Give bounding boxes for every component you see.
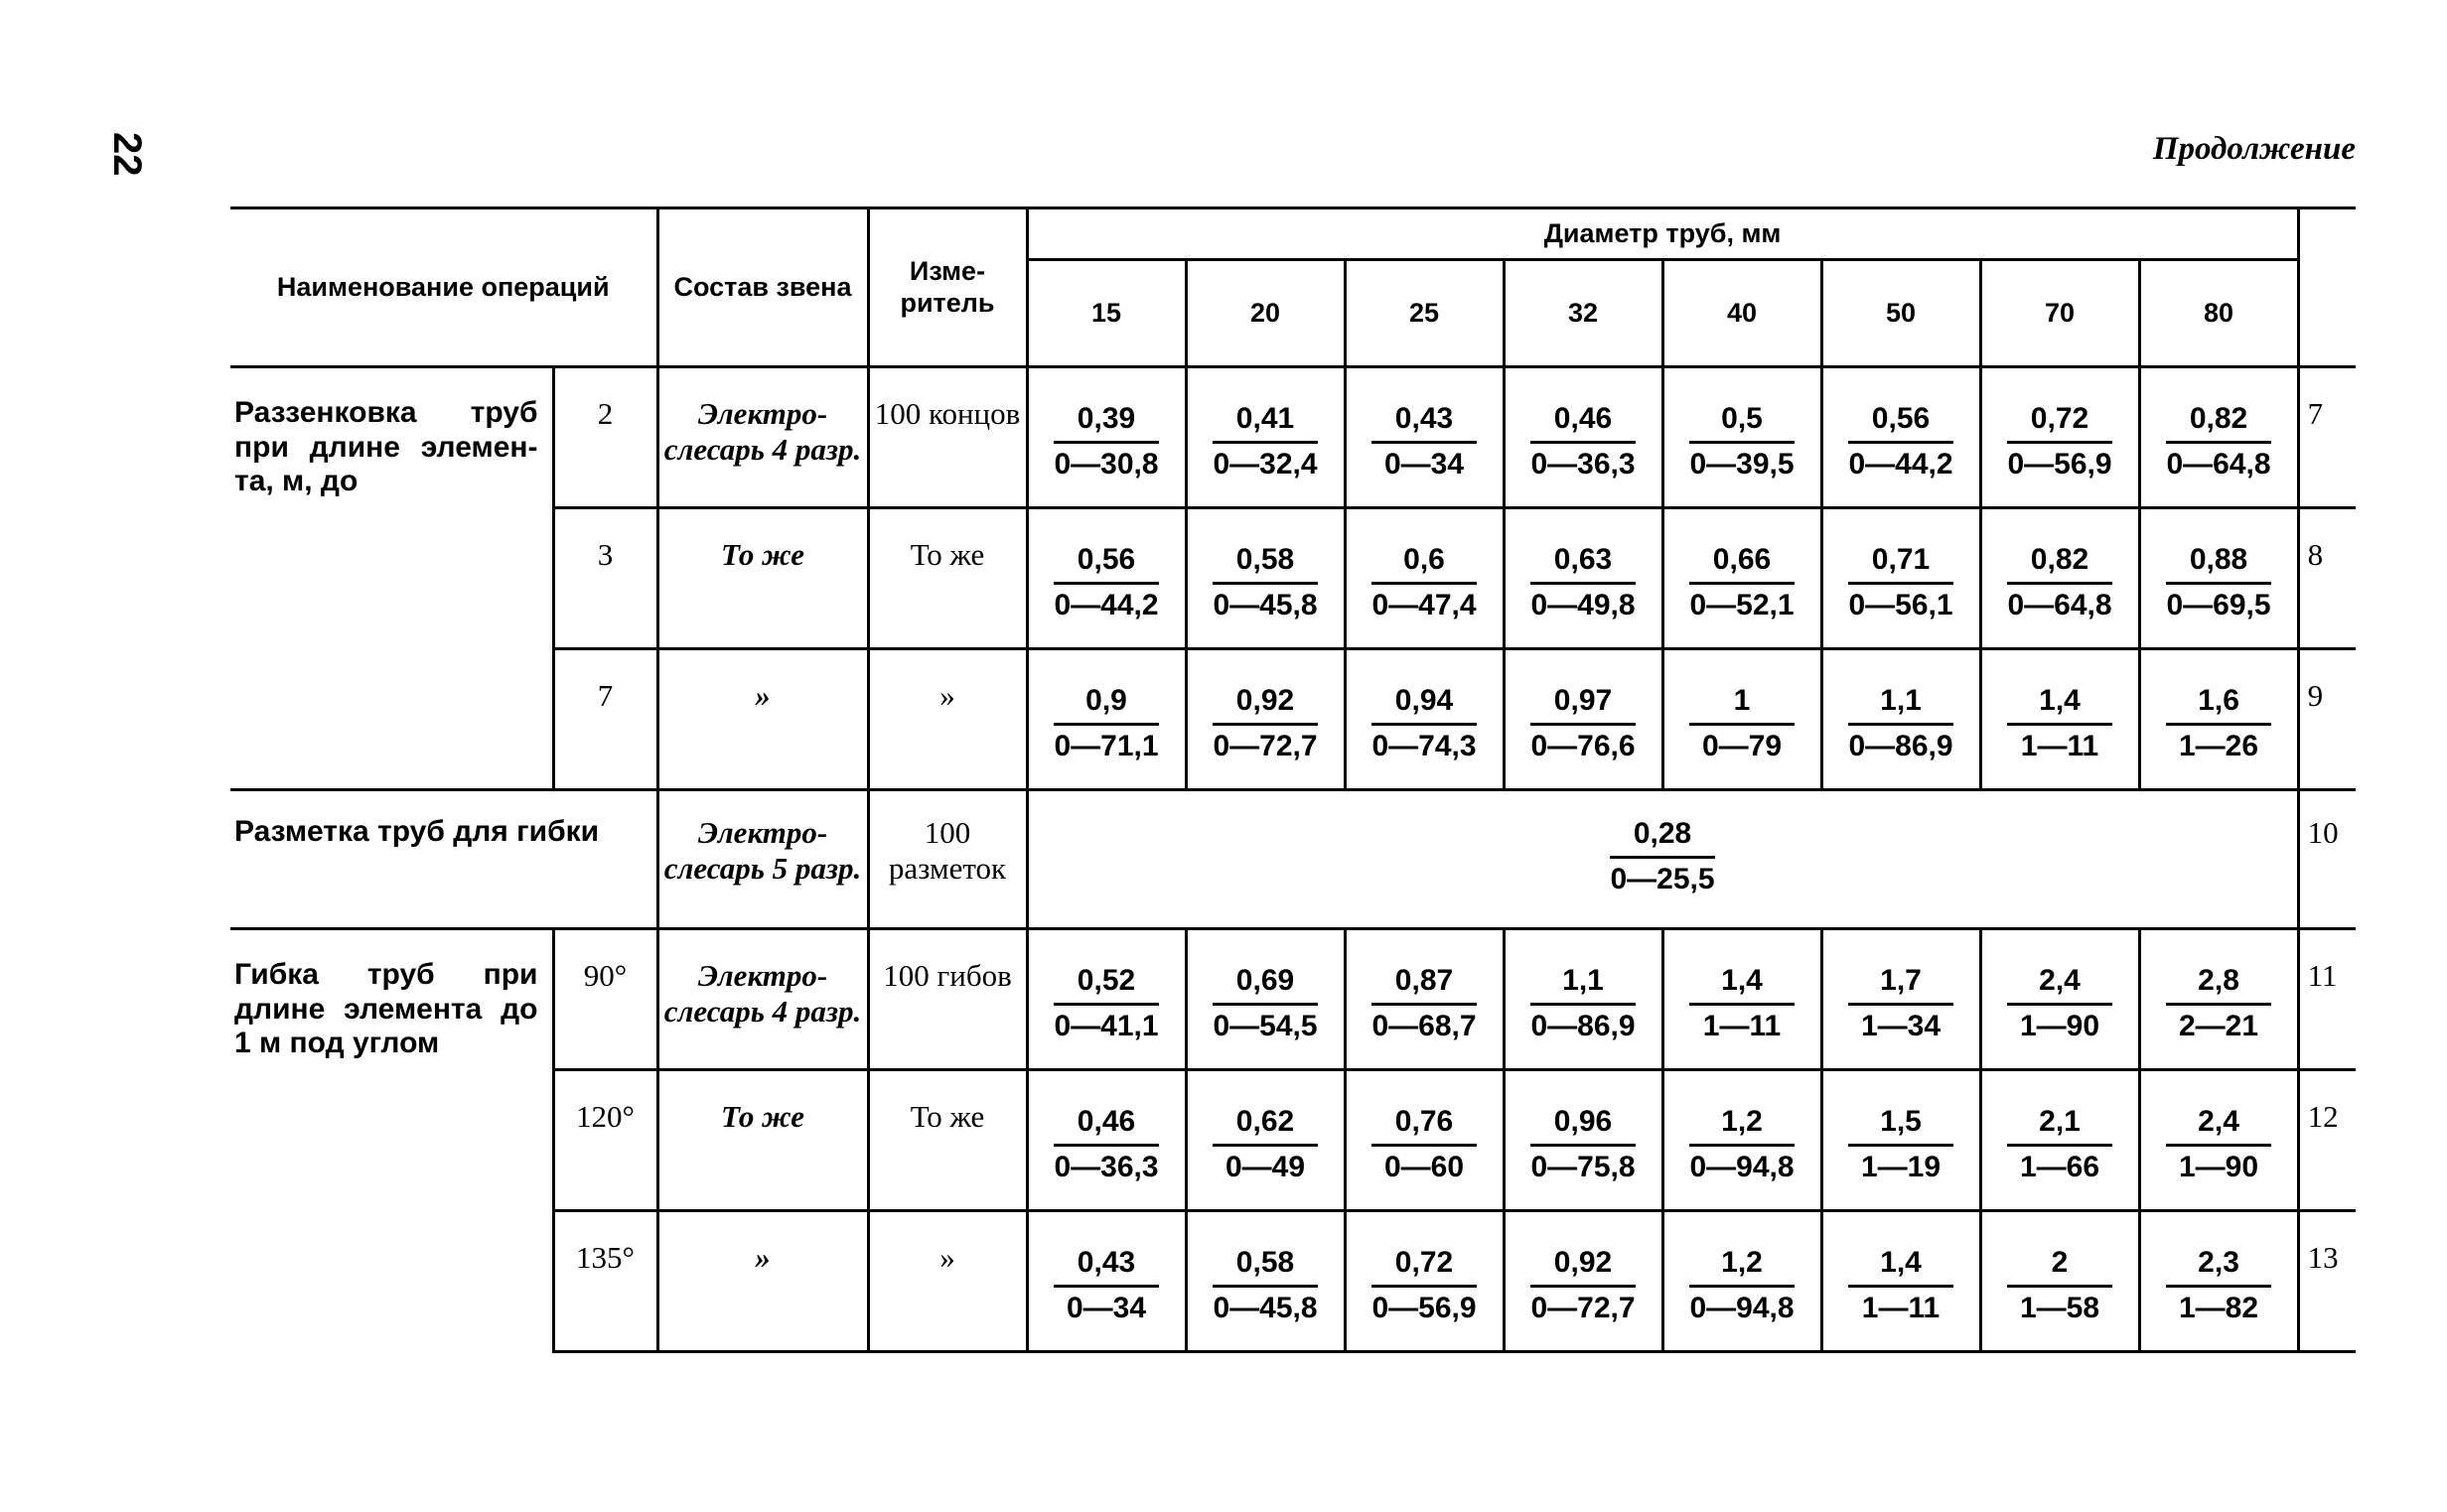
value-numerator: 0,43 — [1054, 1246, 1159, 1288]
operation-name: Разметка труб для гибки — [230, 790, 657, 929]
norm-value-cell — [1186, 1211, 1345, 1352]
value-numerator: 0,82 — [2007, 543, 2112, 585]
norm-value-cell — [1186, 1070, 1345, 1211]
norm-value-cell — [1186, 508, 1345, 649]
value-numerator: 0,92 — [1530, 1246, 1636, 1288]
value-numerator: 0,66 — [1689, 543, 1795, 585]
norm-value-cell — [1504, 649, 1662, 790]
norm-value-cell — [1027, 790, 2298, 929]
norm-value-cell — [1027, 929, 1186, 1070]
norm-value-cell — [1027, 1070, 1186, 1211]
row-number: 9 — [2298, 649, 2356, 790]
crew-cell: То же — [657, 508, 868, 649]
operation-mark: 7 — [553, 649, 657, 790]
norm-value-cell — [1345, 508, 1504, 649]
value-denominator: 1—11 — [1861, 1291, 1941, 1324]
value-numerator: 0,72 — [1371, 1246, 1477, 1288]
norm-value-cell — [1186, 649, 1345, 790]
value-numerator: 0,58 — [1213, 1246, 1318, 1288]
value-denominator: 1—90 — [2179, 1150, 2259, 1183]
unit-cell: То же — [868, 1070, 1027, 1211]
norm-value-cell — [1821, 1070, 1980, 1211]
value-numerator: 1,7 — [1848, 964, 1953, 1006]
value-numerator: 1,1 — [1848, 684, 1953, 726]
norm-value-cell — [1662, 1070, 1821, 1211]
value-denominator: 1—90 — [2019, 1009, 2100, 1042]
value-denominator: 0—44,2 — [1054, 588, 1159, 621]
header-diameter-5: 50 — [1821, 260, 1980, 367]
value-numerator: 0,92 — [1213, 684, 1318, 726]
crew-cell: » — [657, 649, 868, 790]
value-denominator: 0—32,4 — [1213, 447, 1318, 481]
value-denominator: 0—52,1 — [1689, 588, 1795, 621]
value-denominator: 1—82 — [2179, 1291, 2259, 1324]
value-numerator: 1,4 — [2007, 684, 2112, 726]
row-number: 8 — [2298, 508, 2356, 649]
norm-value-cell — [1980, 649, 2139, 790]
crew-cell: Электро-слесарь 4 разр. — [657, 367, 868, 508]
value-denominator: 1—34 — [1860, 1009, 1942, 1042]
value-numerator: 0,88 — [2166, 543, 2271, 585]
norm-value-cell — [1980, 508, 2139, 649]
value-denominator: 0—74,3 — [1371, 729, 1477, 762]
norm-value-cell — [2139, 649, 2298, 790]
header-rownum-blank — [2298, 208, 2356, 367]
norm-value-cell — [2139, 1070, 2298, 1211]
header-diameter-2: 25 — [1345, 260, 1504, 367]
value-numerator: 1 — [1689, 684, 1795, 726]
norm-value-cell — [2139, 929, 2298, 1070]
unit-cell: То же — [868, 508, 1027, 649]
operation-mark: 3 — [553, 508, 657, 649]
value-denominator: 1—11 — [1702, 1009, 1782, 1042]
norm-value-cell — [1345, 1070, 1504, 1211]
value-numerator: 0,52 — [1054, 964, 1159, 1006]
value-numerator: 0,28 — [1610, 817, 1715, 859]
operation-name: Раззенковка труб при длине элемен-та, м, до — [230, 367, 553, 790]
value-numerator: 0,6 — [1371, 543, 1477, 585]
norm-value-cell — [1980, 929, 2139, 1070]
norm-value-cell — [1662, 367, 1821, 508]
norm-value-cell — [1027, 1211, 1186, 1352]
crew-cell: То же — [657, 1070, 868, 1211]
value-numerator: 1,2 — [1689, 1105, 1795, 1147]
row-number: 12 — [2298, 1070, 2356, 1211]
value-denominator: 0—30,8 — [1054, 447, 1159, 481]
value-denominator: 1—19 — [1860, 1150, 1942, 1183]
norm-value-cell — [1027, 508, 1186, 649]
norm-value-cell — [1504, 1070, 1662, 1211]
value-numerator: 0,69 — [1213, 964, 1318, 1006]
page-number: 22 — [105, 132, 149, 177]
continuation-label: Продолжение — [2152, 131, 2356, 167]
value-numerator: 1,6 — [2166, 684, 2271, 726]
unit-cell: » — [868, 649, 1027, 790]
operation-mark: 135° — [553, 1211, 657, 1352]
header-unit: Изме-ритель — [868, 208, 1027, 367]
value-numerator: 1,5 — [1848, 1105, 1953, 1147]
value-denominator: 0—34 — [1383, 447, 1465, 481]
value-denominator: 0—45,8 — [1213, 1291, 1318, 1324]
value-denominator: 1—58 — [2019, 1291, 2100, 1324]
norm-value-cell — [1027, 649, 1186, 790]
value-denominator: 0—47,4 — [1371, 588, 1477, 621]
value-numerator: 0,76 — [1371, 1105, 1477, 1147]
value-numerator: 0,62 — [1213, 1105, 1318, 1147]
value-numerator: 0,71 — [1848, 543, 1953, 585]
value-numerator: 1,1 — [1530, 964, 1636, 1006]
value-denominator: 0—45,8 — [1213, 588, 1318, 621]
value-denominator: 0—44,2 — [1848, 447, 1953, 481]
value-numerator: 0,46 — [1530, 402, 1636, 444]
crew-cell: Электро-слесарь 4 разр. — [657, 929, 868, 1070]
value-denominator: 0—34 — [1066, 1291, 1147, 1324]
norm-value-cell — [1186, 367, 1345, 508]
value-numerator: 2,3 — [2166, 1246, 2271, 1288]
norm-value-cell — [1980, 1211, 2139, 1352]
value-denominator: 0—60 — [1383, 1150, 1465, 1183]
value-denominator: 0—68,7 — [1371, 1009, 1477, 1042]
header-diameter-1: 20 — [1186, 260, 1345, 367]
value-denominator: 0—36,3 — [1054, 1150, 1159, 1183]
value-numerator: 0,56 — [1054, 543, 1159, 585]
value-denominator: 0—25,5 — [1610, 862, 1715, 895]
norm-value-cell — [2139, 367, 2298, 508]
unit-cell: 100 гибов — [868, 929, 1027, 1070]
value-denominator: 0—94,8 — [1689, 1150, 1795, 1183]
value-numerator: 2,4 — [2166, 1105, 2271, 1147]
operation-mark: 120° — [553, 1070, 657, 1211]
value-numerator: 1,4 — [1689, 964, 1795, 1006]
value-denominator: 0—54,5 — [1213, 1009, 1318, 1042]
norm-value-cell — [1821, 649, 1980, 790]
value-denominator: 0—56,9 — [1371, 1291, 1477, 1324]
value-numerator: 2 — [2007, 1246, 2112, 1288]
header-diameter: Диаметр труб, мм — [1027, 208, 2298, 260]
norm-value-cell — [1027, 367, 1186, 508]
value-denominator: 0—71,1 — [1054, 729, 1159, 762]
header-diameter-6: 70 — [1980, 260, 2139, 367]
value-denominator: 0—69,5 — [2166, 588, 2271, 621]
header-diameter-4: 40 — [1662, 260, 1821, 367]
value-denominator: 0—49,8 — [1530, 588, 1636, 621]
value-numerator: 0,56 — [1848, 402, 1953, 444]
value-denominator: 2—21 — [2179, 1009, 2259, 1042]
value-numerator: 0,46 — [1054, 1105, 1159, 1147]
norm-value-cell — [1504, 929, 1662, 1070]
value-numerator: 2,1 — [2007, 1105, 2112, 1147]
value-denominator: 0—72,7 — [1213, 729, 1318, 762]
header-operation: Наименование операций — [230, 208, 657, 367]
value-denominator: 0—79 — [1701, 729, 1783, 762]
unit-cell: 100 концов — [868, 367, 1027, 508]
norm-value-cell — [1662, 929, 1821, 1070]
norm-value-cell — [1980, 1070, 2139, 1211]
header-diameter-3: 32 — [1504, 260, 1662, 367]
value-denominator: 0—86,9 — [1530, 1009, 1636, 1042]
norm-value-cell — [1662, 508, 1821, 649]
norm-value-cell — [1345, 367, 1504, 508]
operation-name: Гибка труб при длине элемента до 1 м под углом — [230, 929, 553, 1352]
norm-value-cell — [1504, 367, 1662, 508]
value-numerator: 0,97 — [1530, 684, 1636, 726]
crew-cell: Электро-слесарь 5 разр. — [657, 790, 868, 929]
value-denominator: 1—26 — [2179, 729, 2259, 762]
norm-value-cell — [1662, 649, 1821, 790]
unit-cell: » — [868, 1211, 1027, 1352]
norm-value-cell — [1821, 508, 1980, 649]
header-crew: Состав звена — [657, 208, 868, 367]
value-numerator: 0,72 — [2007, 402, 2112, 444]
norm-value-cell — [1504, 508, 1662, 649]
norm-value-cell — [1821, 1211, 1980, 1352]
value-denominator: 0—72,7 — [1530, 1291, 1636, 1324]
value-numerator: 1,4 — [1848, 1246, 1953, 1288]
value-denominator: 0—56,1 — [1848, 588, 1953, 621]
value-numerator: 2,4 — [2007, 964, 2112, 1006]
value-numerator: 0,9 — [1054, 684, 1159, 726]
value-numerator: 0,5 — [1689, 402, 1795, 444]
norm-value-cell — [2139, 1211, 2298, 1352]
norm-value-cell — [1345, 649, 1504, 790]
value-denominator: 0—86,9 — [1848, 729, 1953, 762]
value-numerator: 1,2 — [1689, 1246, 1795, 1288]
row-number: 13 — [2298, 1211, 2356, 1352]
value-denominator: 0—75,8 — [1530, 1150, 1636, 1183]
norm-value-cell — [1345, 1211, 1504, 1352]
value-numerator: 0,39 — [1054, 402, 1159, 444]
norm-value-cell — [2139, 508, 2298, 649]
value-denominator: 0—64,8 — [2007, 588, 2112, 621]
value-denominator: 0—36,3 — [1530, 447, 1636, 481]
value-numerator: 0,41 — [1213, 402, 1318, 444]
value-denominator: 0—64,8 — [2166, 447, 2271, 481]
operation-mark: 90° — [553, 929, 657, 1070]
norm-value-cell — [1504, 1211, 1662, 1352]
value-numerator: 0,82 — [2166, 402, 2271, 444]
value-numerator: 0,58 — [1213, 543, 1318, 585]
row-number: 7 — [2298, 367, 2356, 508]
header-diameter-0: 15 — [1027, 260, 1186, 367]
value-denominator: 0—41,1 — [1054, 1009, 1159, 1042]
header-diameter-7: 80 — [2139, 260, 2298, 367]
norm-value-cell — [1345, 929, 1504, 1070]
operation-mark: 2 — [553, 367, 657, 508]
value-denominator: 0—39,5 — [1689, 447, 1795, 481]
norm-value-cell — [1821, 929, 1980, 1070]
value-numerator: 0,43 — [1371, 402, 1477, 444]
value-denominator: 0—56,9 — [2007, 447, 2112, 481]
row-number: 11 — [2298, 929, 2356, 1070]
value-denominator: 0—49 — [1224, 1150, 1306, 1183]
value-numerator: 2,8 — [2166, 964, 2271, 1006]
norm-value-cell — [1186, 929, 1345, 1070]
row-number: 10 — [2298, 790, 2356, 929]
value-numerator: 0,96 — [1530, 1105, 1636, 1147]
norm-value-cell — [1821, 367, 1980, 508]
value-denominator: 1—66 — [2019, 1150, 2100, 1183]
norms-table — [230, 206, 2356, 1353]
value-numerator: 0,63 — [1530, 543, 1636, 585]
value-numerator: 0,94 — [1371, 684, 1477, 726]
value-numerator: 0,87 — [1371, 964, 1477, 1006]
value-denominator: 1—11 — [2020, 729, 2099, 762]
value-denominator: 0—94,8 — [1689, 1291, 1795, 1324]
value-denominator: 0—76,6 — [1530, 729, 1636, 762]
norm-value-cell — [1662, 1211, 1821, 1352]
norm-value-cell — [1980, 367, 2139, 508]
crew-cell: » — [657, 1211, 868, 1352]
unit-cell: 100 разметок — [868, 790, 1027, 929]
